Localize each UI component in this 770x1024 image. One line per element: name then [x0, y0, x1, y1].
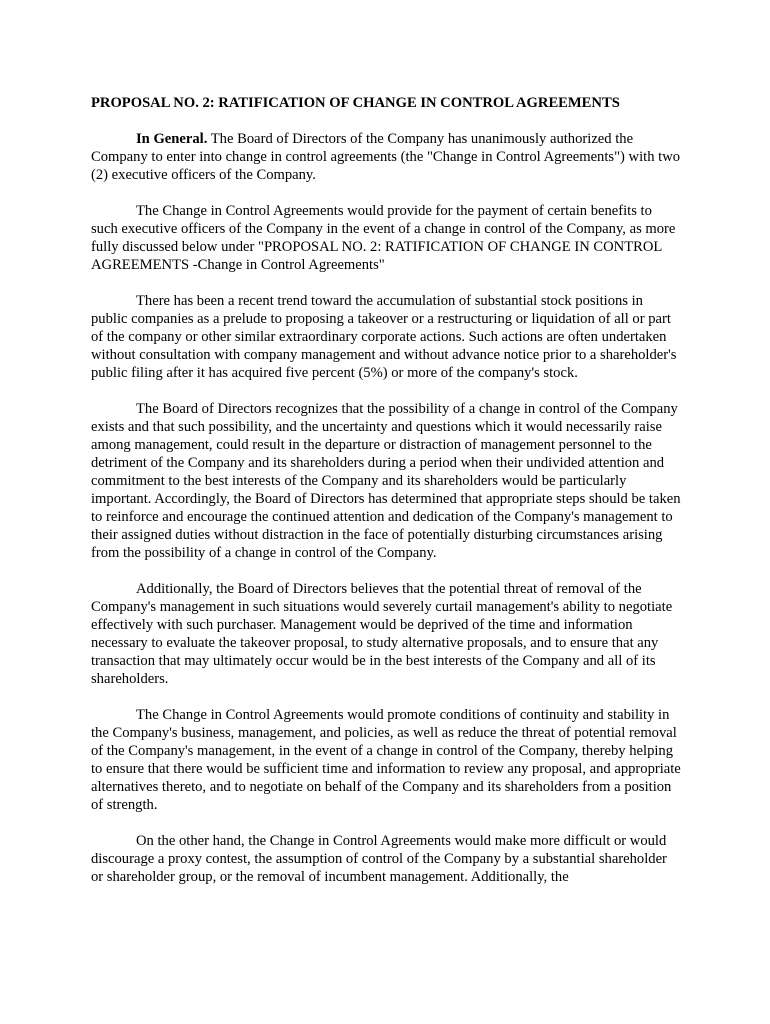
paragraph-board-recognizes: The Board of Directors recognizes that the possibility of a change in control of the Company exists and that such possibility, and the uncertainty and questions which it would necessarily raise among management, could result in the departure or distraction of management personnel to the detriment of the Company and its shareholders during a period when their undivided attention and commitment to the best interests of the Company and its shareholders would be particularly important. Accordingly, the Board of Directors has determined that appropriate steps should be taken to reinforce and encourage the continued attention and dedication of the Company's management to their assigned duties without distraction in the face of potentially disturbing circumstances arising from the possibility of a change in control of the Company.: [91, 401, 681, 561]
paragraph-threat-of-removal: Additionally, the Board of Directors believes that the potential threat of removal of the Company's management in such situations would severely curtail management's ability to negotiate effectively with such purchaser. Management would be deprived of the time and information necessary to evaluate the takeover proposal, to study alternative proposals, and to ensure that any transaction that may ultimately occur would be in the best interests of the Company and all of its shareholders.: [91, 581, 673, 687]
document-page: [91, 94, 681, 904]
paragraph-other-hand: On the other hand, the Change in Control Agreements would make more difficult or would discourage a proxy contest, the assumption of control of the Company by a substantial shareholder or shareholder group, or the removal of incumbent management. Additionally, the: [91, 833, 667, 885]
proposal-heading: PROPOSAL NO. 2: RATIFICATION OF CHANGE IN CONTROL AGREEMENTS: [91, 95, 620, 111]
intro-lead: In General.: [136, 131, 208, 147]
paragraph-continuity: The Change in Control Agreements would promote conditions of continuity and stability in the Company's business, management, and policies, as well as reduce the threat of potential removal of the Company's management, in the event of a change in control of the Company, thereby helping to ensure that there would be sufficient time and information to review any proposal, and appropriate alternatives thereto, and to negotiate on behalf of the Company and its shareholders from a position of strength.: [91, 707, 681, 813]
intro-paragraph: [91, 130, 681, 184]
intro-text: The Board of Directors of the Company has unanimously authorized the Company to enter into change in control agreements (the "Change in Control Agreements") with two (2) executive officers of the Company.: [91, 131, 681, 183]
paragraph-benefits: The Change in Control Agreements would provide for the payment of certain benefits to such executive officers of the Company in the event of a change in control of the Company, as more fully discussed below under "PROPOSAL NO. 2: RATIFICATION OF CHANGE IN CONTROL AGREEMENTS -Change in Control Agreements": [91, 203, 676, 273]
paragraph-trend: There has been a recent trend toward the accumulation of substantial stock positions in public companies as a prelude to proposing a takeover or a restructuring or liquidation of all or part of the company or other similar extraordinary corporate actions. Such actions are often undertaken without consultation with company management and without advance notice prior to a shareholder's public filing after it has acquired five percent (5%) or more of the company's stock.: [91, 293, 677, 381]
